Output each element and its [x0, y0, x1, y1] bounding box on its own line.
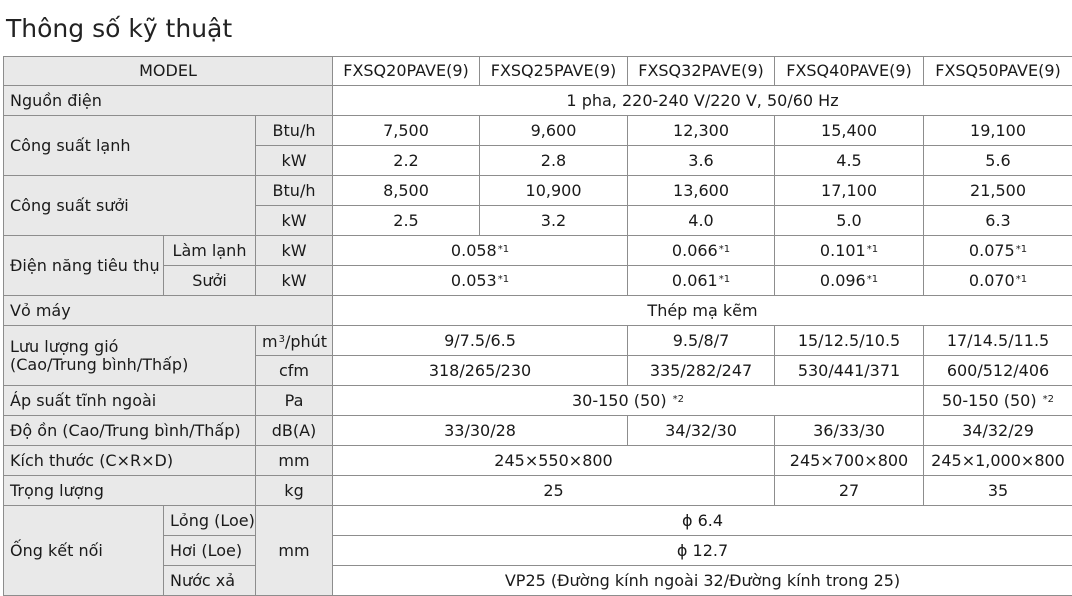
unit-cell: Btu/h: [256, 176, 333, 206]
cell-value: 530/441/371: [775, 356, 924, 386]
unit-cell: Btu/h: [256, 116, 333, 146]
cell-value: 7,500: [333, 116, 480, 146]
model-header: MODEL: [4, 57, 333, 86]
footnote-ref: *1: [719, 244, 730, 255]
row-label: Điện năng tiêu thụ: [4, 236, 164, 296]
cell-value: 5.6: [924, 146, 1072, 176]
cell-value: 33/30/28: [333, 416, 628, 446]
footnote-ref: *1: [719, 274, 730, 285]
row-label: Ống kết nối: [4, 506, 164, 596]
model-name: FXSQ25PAVE(9): [480, 57, 628, 86]
cell-value: 335/282/247: [628, 356, 775, 386]
row-luu-luong-m3: [4, 326, 1072, 356]
cell-value: ϕ 6.4: [333, 506, 1072, 536]
footnote-ref: *1: [1016, 244, 1027, 255]
unit-cell: cfm: [256, 356, 333, 386]
cell-value: 4.0: [628, 206, 775, 236]
unit-cell: kW: [256, 266, 333, 296]
cell-value: VP25 (Đường kính ngoài 32/Đường kính trong 25): [333, 566, 1072, 596]
unit-cell: kW: [256, 146, 333, 176]
sub-label: Làm lạnh: [164, 236, 256, 266]
row-ong-nuoc: [4, 566, 1072, 596]
row-ong-hoi: [4, 536, 1072, 566]
cell-value: 34/32/29: [924, 416, 1072, 446]
cell-value: 0.066$^{*1}$: [628, 236, 775, 266]
row-ap-suat: [4, 386, 1072, 416]
row-ong-long: [4, 506, 1072, 536]
cell-value: 35: [924, 476, 1072, 506]
cell-value: 600/512/406: [924, 356, 1072, 386]
cell-value: 0.053$^{*1}$: [333, 266, 628, 296]
footnote-ref: *2: [1043, 394, 1054, 405]
cell-value: 25: [333, 476, 775, 506]
row-cong-suat-lanh-btu: [4, 116, 1072, 146]
row-nguon-dien: [4, 86, 1072, 116]
footnote-ref: *2: [673, 394, 684, 405]
row-label: Công suất sưởi: [4, 176, 256, 236]
cell-value: 2.5: [333, 206, 480, 236]
cell-value: 0.058$^{*1}$: [333, 236, 628, 266]
row-do-on: [4, 416, 1072, 446]
page-title: Thông số kỹ thuật: [6, 12, 232, 46]
cell-value: 21,500: [924, 176, 1072, 206]
unit-cell: mm: [256, 506, 333, 596]
cell-value: 245×1,000×800: [924, 446, 1072, 476]
cell-value: 2.2: [333, 146, 480, 176]
cell-value: 245×550×800: [333, 446, 775, 476]
cell-value: 50-150 (50) $^{*2}$: [924, 386, 1072, 416]
cell-value: 0.075$^{*1}$: [924, 236, 1072, 266]
unit-cell: kg: [256, 476, 333, 506]
model-name: FXSQ50PAVE(9): [924, 57, 1072, 86]
cell-value: 27: [775, 476, 924, 506]
cell-value: 17,100: [775, 176, 924, 206]
cell-value: 9.5/8/7: [628, 326, 775, 356]
unit-cell: kW: [256, 206, 333, 236]
sub-label: Hơi (Loe): [164, 536, 256, 566]
row-trong-luong: [4, 476, 1072, 506]
row-dien-nang-lanh: [4, 236, 1072, 266]
cell-value: 2.8: [480, 146, 628, 176]
sub-label: Nước xả: [164, 566, 256, 596]
row-label: Kích thước (C×R×D): [4, 446, 256, 476]
cell-value: 13,600: [628, 176, 775, 206]
footnote-ref: *1: [1016, 274, 1027, 285]
unit-cell: $m^3$/phút: [256, 326, 333, 356]
cell-value: Thép mạ kẽm: [333, 296, 1072, 326]
cell-value: 15/12.5/10.5: [775, 326, 924, 356]
cell-value: 6.3: [924, 206, 1072, 236]
cell-value: 4.5: [775, 146, 924, 176]
row-vo-may: [4, 296, 1072, 326]
cell-value: 30-150 (50) $^{*2}$: [333, 386, 924, 416]
row-label: Công suất lạnh: [4, 116, 256, 176]
spec-table: [3, 56, 1072, 596]
cell-value: 9,600: [480, 116, 628, 146]
header-row: [4, 57, 1072, 86]
cell-value: 15,400: [775, 116, 924, 146]
cell-value: 5.0: [775, 206, 924, 236]
footnote-ref: *1: [498, 274, 509, 285]
row-kich-thuoc: [4, 446, 1072, 476]
cell-value: 245×700×800: [775, 446, 924, 476]
model-name: FXSQ20PAVE(9): [333, 57, 480, 86]
footnote-ref: *1: [867, 244, 878, 255]
unit-cell: kW: [256, 236, 333, 266]
footnote-ref: *1: [867, 274, 878, 285]
footnote-ref: *1: [498, 244, 509, 255]
row-label: Áp suất tĩnh ngoài: [4, 386, 256, 416]
cell-value: 36/33/30: [775, 416, 924, 446]
cell-value: 3.2: [480, 206, 628, 236]
cell-value: 0.061$^{*1}$: [628, 266, 775, 296]
row-label: Lưu lượng gió (Cao/Trung bình/Thấp): [4, 326, 256, 386]
cell-value: 0.101$^{*1}$: [775, 236, 924, 266]
model-name: FXSQ32PAVE(9): [628, 57, 775, 86]
row-cong-suat-suoi-btu: [4, 176, 1072, 206]
row-dien-nang-suoi: [4, 266, 1072, 296]
cell-value: 1 pha, 220-240 V/220 V, 50/60 Hz: [333, 86, 1072, 116]
model-name: FXSQ40PAVE(9): [775, 57, 924, 86]
cell-value: 8,500: [333, 176, 480, 206]
sub-label: Lỏng (Loe): [164, 506, 256, 536]
cell-value: 0.070$^{*1}$: [924, 266, 1072, 296]
row-label: Độ ồn (Cao/Trung bình/Thấp): [4, 416, 256, 446]
row-label: Nguồn điện: [4, 86, 333, 116]
unit-cell: Pa: [256, 386, 333, 416]
cell-value: ϕ 12.7: [333, 536, 1072, 566]
cell-value: 318/265/230: [333, 356, 628, 386]
cell-value: 17/14.5/11.5: [924, 326, 1072, 356]
cell-value: 12,300: [628, 116, 775, 146]
row-label: Vỏ máy: [4, 296, 333, 326]
sub-label: Sưởi: [164, 266, 256, 296]
cell-value: 34/32/30: [628, 416, 775, 446]
unit-cell: dB(A): [256, 416, 333, 446]
cell-value: 0.096$^{*1}$: [775, 266, 924, 296]
cell-value: 9/7.5/6.5: [333, 326, 628, 356]
cell-value: 10,900: [480, 176, 628, 206]
cell-value: 3.6: [628, 146, 775, 176]
unit-cell: mm: [256, 446, 333, 476]
row-label: Trọng lượng: [4, 476, 256, 506]
cell-value: 19,100: [924, 116, 1072, 146]
